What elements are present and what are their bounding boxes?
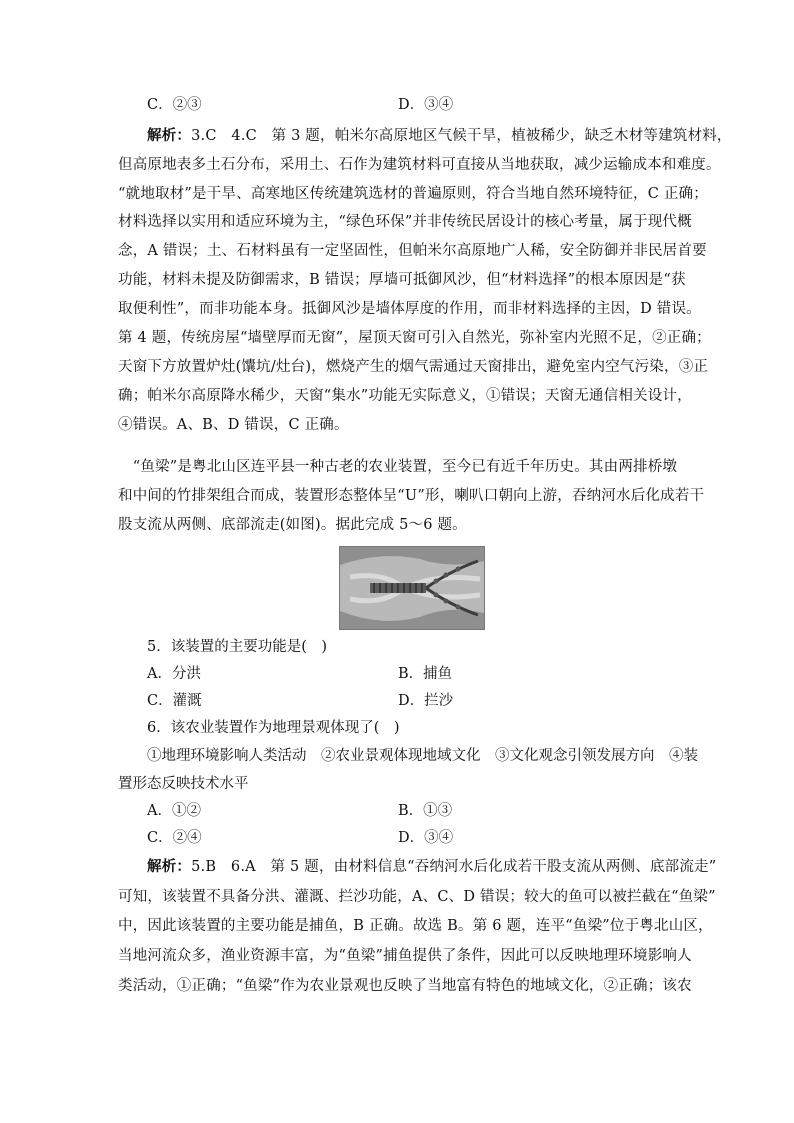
q5-option-c: C．灌溉 <box>147 693 202 709</box>
q6-option-b: B．①③ <box>398 803 453 819</box>
analysis-line: 取便利性”，而非功能本身。抵御风沙是墙体厚度的作用，而非材料选择的主因，D 错误。 <box>118 301 701 317</box>
analysis-line: 材料选择以实用和适应环境为主，“绿色环保”并非传统民居设计的核心考量，属于现代概 <box>118 214 692 230</box>
q6-option-a: A．①② <box>147 803 201 819</box>
analysis-line: 第 4 题，传统房屋“墙壁厚而无窗”，屋顶天窗可引入自然光，弥补室内光照不足，②正确； <box>118 330 711 346</box>
material-line: “鱼梁”是粤北山区连平县一种古老的农业装置，至今已有近千年历史。其由两排桥墩 <box>118 459 678 475</box>
analysis-line: 当地河流众多，渔业资源丰富，为“鱼梁”捕鱼提供了条件，因此可以反映地理环境影响人 <box>118 948 692 964</box>
analysis-line: 可知，该装置不具备分洪、灌溉、拦沙功能，A、C、D 错误；较大的鱼可以被拦截在“鱼梁” <box>118 889 716 905</box>
question-5-stem: 5．该装置的主要功能是( ) <box>147 639 328 655</box>
q6-items-cont: 置形态反映技术水平 <box>118 776 249 792</box>
analysis-line: 功能，材料未提及防御需求，B 错误；厚墙可抵御风沙，但“材料选择”的根本原因是“获 <box>118 272 686 288</box>
analysis-line: ④错误。A、B、D 错误，C 正确。 <box>118 417 349 433</box>
analysis-line: 解析：3.C 4.C 第 3 题，帕米尔高原地区气候干旱，植被稀少，缺乏木材等建筑材料， <box>147 127 732 144</box>
fish-weir-photo <box>339 546 485 630</box>
option-d: D．③④ <box>398 97 454 113</box>
analysis-line: 解析：5.B 6.A 第 5 题，由材料信息“吞纳河水后化成若干股支流从两侧、底部流走” <box>147 858 717 875</box>
q5-option-a: A．分洪 <box>147 666 201 682</box>
q6-items: ①地理环境影响人类活动 ②农业景观体现地域文化 ③文化观念引领发展方向 ④装 <box>147 748 698 764</box>
material-line: 和中间的竹排架组合而成，装置形态整体呈“U”形，喇叭口朝向上游，吞纳河水后化成若干 <box>118 488 705 504</box>
fish-weir-image <box>340 547 484 629</box>
q6-option-d: D．③④ <box>398 830 454 846</box>
q5-option-d: D．拦沙 <box>398 693 454 709</box>
question-6-stem: 6．该农业装置作为地理景观体现了( ) <box>147 720 400 736</box>
analysis-line: 类活动，①正确；“鱼梁”作为农业景观也反映了当地富有特色的地域文化，②正确；该农 <box>118 978 692 994</box>
analysis-line: 中，因此该装置的主要功能是捕鱼，B 正确。故选 B。第 6 题，连平“鱼梁”位于粤北山区， <box>118 918 713 934</box>
q5-option-b: B．捕鱼 <box>398 666 453 682</box>
option-c: C．②③ <box>147 97 202 113</box>
analysis-label: 解析： <box>147 127 192 144</box>
analysis-line: 念，A 错误；土、石材料虽有一定坚固性，但帕米尔高原地广人稀，安全防御并非民居首要 <box>118 243 707 259</box>
analysis-line: 天窗下方放置炉灶(馕坑/灶台)，燃烧产生的烟气需通过天窗排出，避免室内空气污染，③正 <box>118 359 709 375</box>
q6-option-c: C．②④ <box>147 830 202 846</box>
analysis-label: 解析： <box>147 858 192 875</box>
analysis-line: 但高原地表多土石分布，采用土、石作为建筑材料可直接从当地获取，减少运输成本和难度。 <box>118 157 721 173</box>
material-line: 股支流从两侧、底部流走(如图)。据此完成 5～6 题。 <box>118 517 467 533</box>
analysis-line: “就地取材”是干旱、高寒地区传统建筑选材的普遍原则，符合当地自然环境特征，C 正确； <box>118 186 708 202</box>
analysis-line: 确；帕米尔高原降水稀少，天窗“集水”功能无实际意义，①错误；天窗无通信相关设计， <box>118 388 692 404</box>
